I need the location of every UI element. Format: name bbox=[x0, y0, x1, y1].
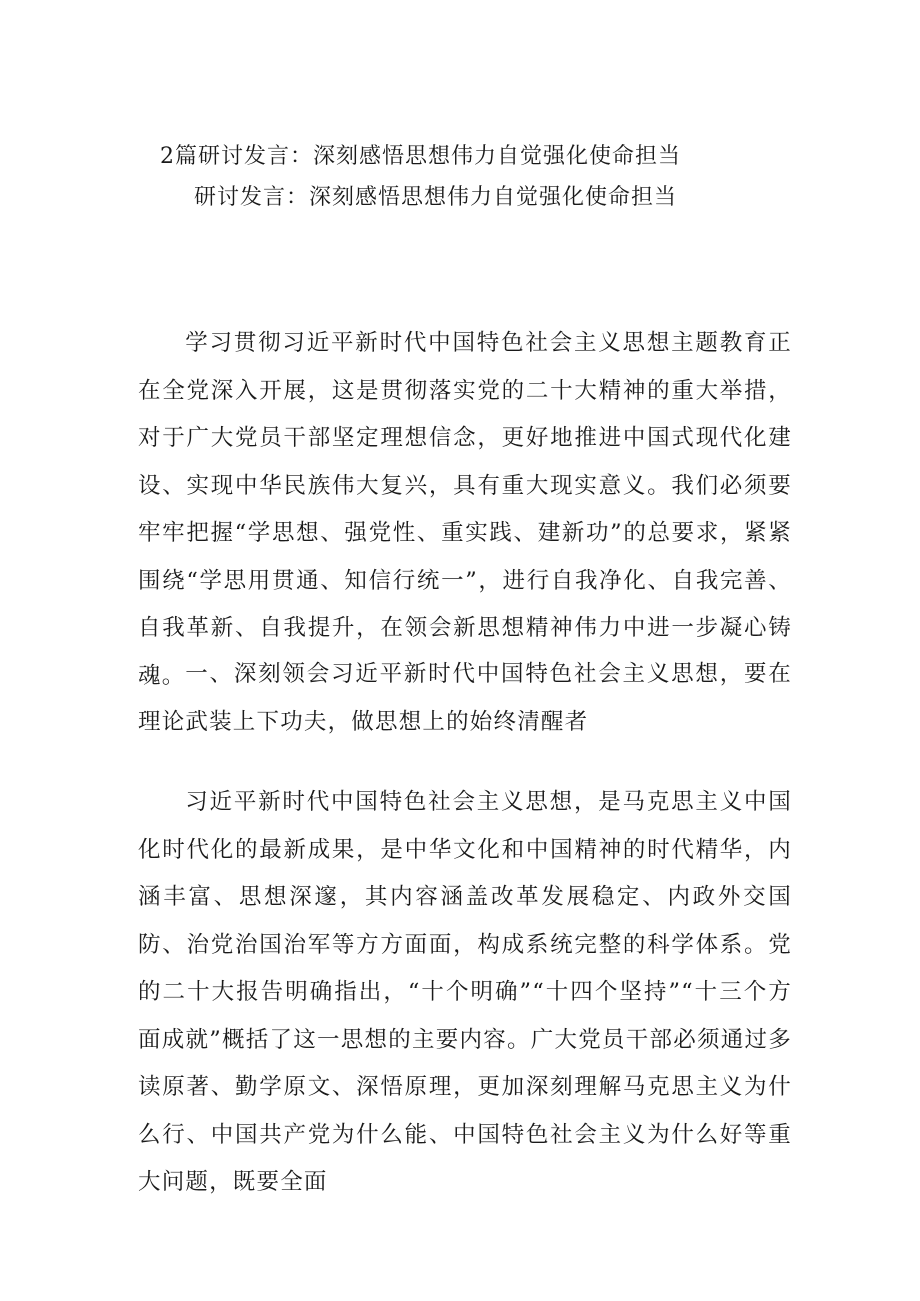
body-paragraph-section-one: 习近平新时代中国特色社会主义思想，是马克思主义中国化时代化的最新成果，是中华文化和中国精神的时代精华，内涵丰富、思想深邃，其内容涵盖改革发展稳定、内政外交国防、治党治国治军等方方面面，构成系统完整的科学体系。党的二十大报告明确指出，“十个明确”“十四个坚持”“十三个方面成就”概括了这一思想的主要内容。广大党员干部必须通过多读原著、勤学原文、深悟原理，更加深刻理解马克思主义为什么行、中国共产党为什么能、中国特色社会主义为什么好等重大问题，既要全面 bbox=[138, 789, 792, 1195]
document-subtitle: 研讨发言：深刻感悟思想伟力自觉强化使命担当 bbox=[194, 185, 678, 210]
body-paragraph-intro: 学习贯彻习近平新时代中国特色社会主义思想主题教育正在全党深入开展，这是贯彻落实党的二十大精神的重大举措，对于广大党员干部坚定理想信念，更好地推进中国式现代化建设、实现中华民族伟大复兴，具有重大现实意义。我们必须要牢牢把握“学思想、强党性、重实践、建新功”的总要求，紧紧围绕“学思用贯通、知信行统一”，进行自我净化、自我完善、自我革新、自我提升，在领会新思想精神伟力中进一步凝心铸魂。 bbox=[138, 330, 792, 689]
document-title: 2篇研讨发言：深刻感悟思想伟力自觉强化使命担当 bbox=[160, 144, 681, 169]
section-heading-one: 一、深刻领会习近平新时代中国特色社会主义思想，要在理论武装上下功夫，做思想上的始终清醒者 bbox=[138, 661, 792, 735]
